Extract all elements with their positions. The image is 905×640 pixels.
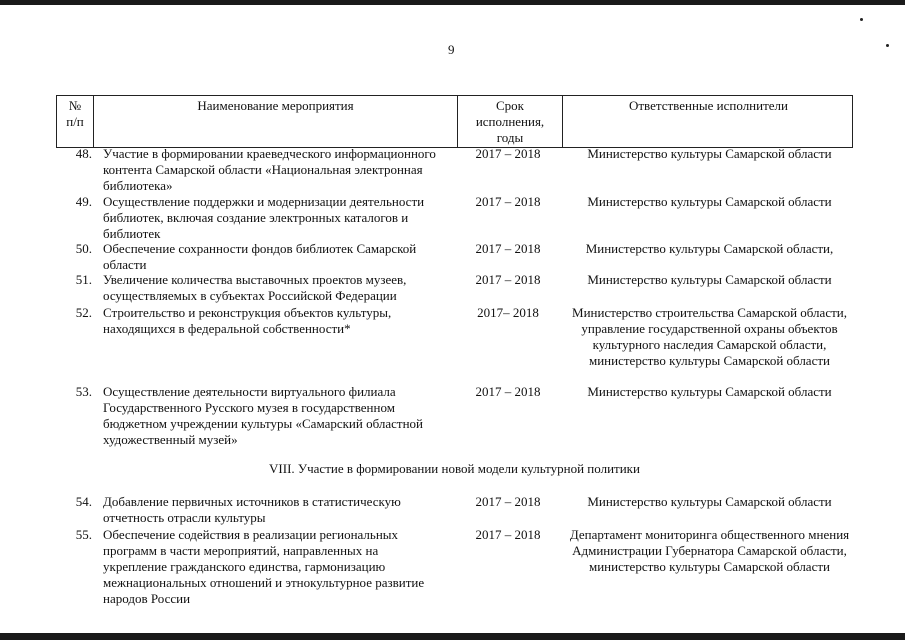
row-term: 2017– 2018	[477, 305, 539, 320]
section-title: VIII. Участие в формировании новой модели культурной политики	[269, 461, 640, 476]
scan-edge-top	[0, 0, 905, 5]
row-number: 54.	[75, 494, 92, 509]
row-number: 52.	[75, 305, 92, 320]
row-responsible: Министерство культуры Самарской области	[587, 384, 832, 399]
page-number: 9	[448, 42, 455, 57]
table-header	[56, 95, 853, 148]
row-name: Обеспечение содействия в реализации региональных программ в части мероприятий, направленных на укрепление гражданского единства, гармонизацию межнациональных отношений и этнокультурное развитие народов России	[103, 527, 425, 606]
header-name: Наименование мероприятия	[197, 98, 354, 113]
scan-speck	[860, 18, 863, 21]
row-term: 2017 – 2018	[475, 494, 541, 509]
row-number: 51.	[75, 272, 92, 287]
row-term: 2017 – 2018	[475, 194, 541, 209]
scan-speck	[886, 44, 889, 47]
header-num: № п/п	[66, 98, 84, 129]
row-number: 53.	[75, 384, 92, 399]
row-number: 49.	[75, 194, 92, 209]
row-term: 2017 – 2018	[475, 146, 541, 161]
row-name: Обеспечение сохранности фондов библиотек Самарской области	[103, 241, 417, 272]
row-term: 2017 – 2018	[475, 241, 541, 256]
row-term: 2017 – 2018	[475, 272, 541, 287]
header-responsible: Ответственные исполнители	[628, 98, 788, 113]
row-number: 48.	[75, 146, 92, 161]
row-responsible: Министерство культуры Самарской области,	[585, 241, 834, 256]
row-name: Участие в формировании краеведческого информационного контента Самарской области «Национальная электронная библиотека»	[103, 146, 436, 193]
row-name: Увеличение количества выставочных проектов музеев, осуществляемых в субъектах Российской Федерации	[103, 272, 407, 303]
row-responsible: Министерство строительства Самарской области, управление государственной охраны объектов культурного наследия Самарской области, министерство культуры Самарской области	[572, 305, 847, 368]
row-term: 2017 – 2018	[475, 527, 541, 542]
row-responsible: Департамент мониторинга общественного мнения Администрации Губернатора Самарской области, министерство культуры Самарской области	[569, 527, 850, 574]
row-number: 55.	[75, 527, 92, 542]
row-responsible: Министерство культуры Самарской области	[587, 146, 832, 161]
row-term: 2017 – 2018	[475, 384, 541, 399]
row-name: Осуществление деятельности виртуального филиала Государственного Русского музея в государственном бюджетном учреждении культуры «Самарский областной художественный музей»	[103, 384, 424, 447]
header-term: Срок исполнения, годы	[475, 98, 545, 145]
row-responsible: Министерство культуры Самарской области	[587, 272, 832, 287]
scan-edge-bottom	[0, 633, 905, 640]
row-number: 50.	[75, 241, 92, 256]
row-name: Добавление первичных источников в статистическую отчетность отрасли культуры	[103, 494, 401, 525]
row-name: Строительство и реконструкция объектов культуры, находящихся в федеральной собственности*	[103, 305, 392, 336]
row-name: Осуществление поддержки и модернизации деятельности библиотек, включая создание электронных каталогов и библиотек	[103, 194, 425, 241]
row-responsible: Министерство культуры Самарской области	[587, 494, 832, 509]
row-responsible: Министерство культуры Самарской области	[587, 194, 832, 209]
